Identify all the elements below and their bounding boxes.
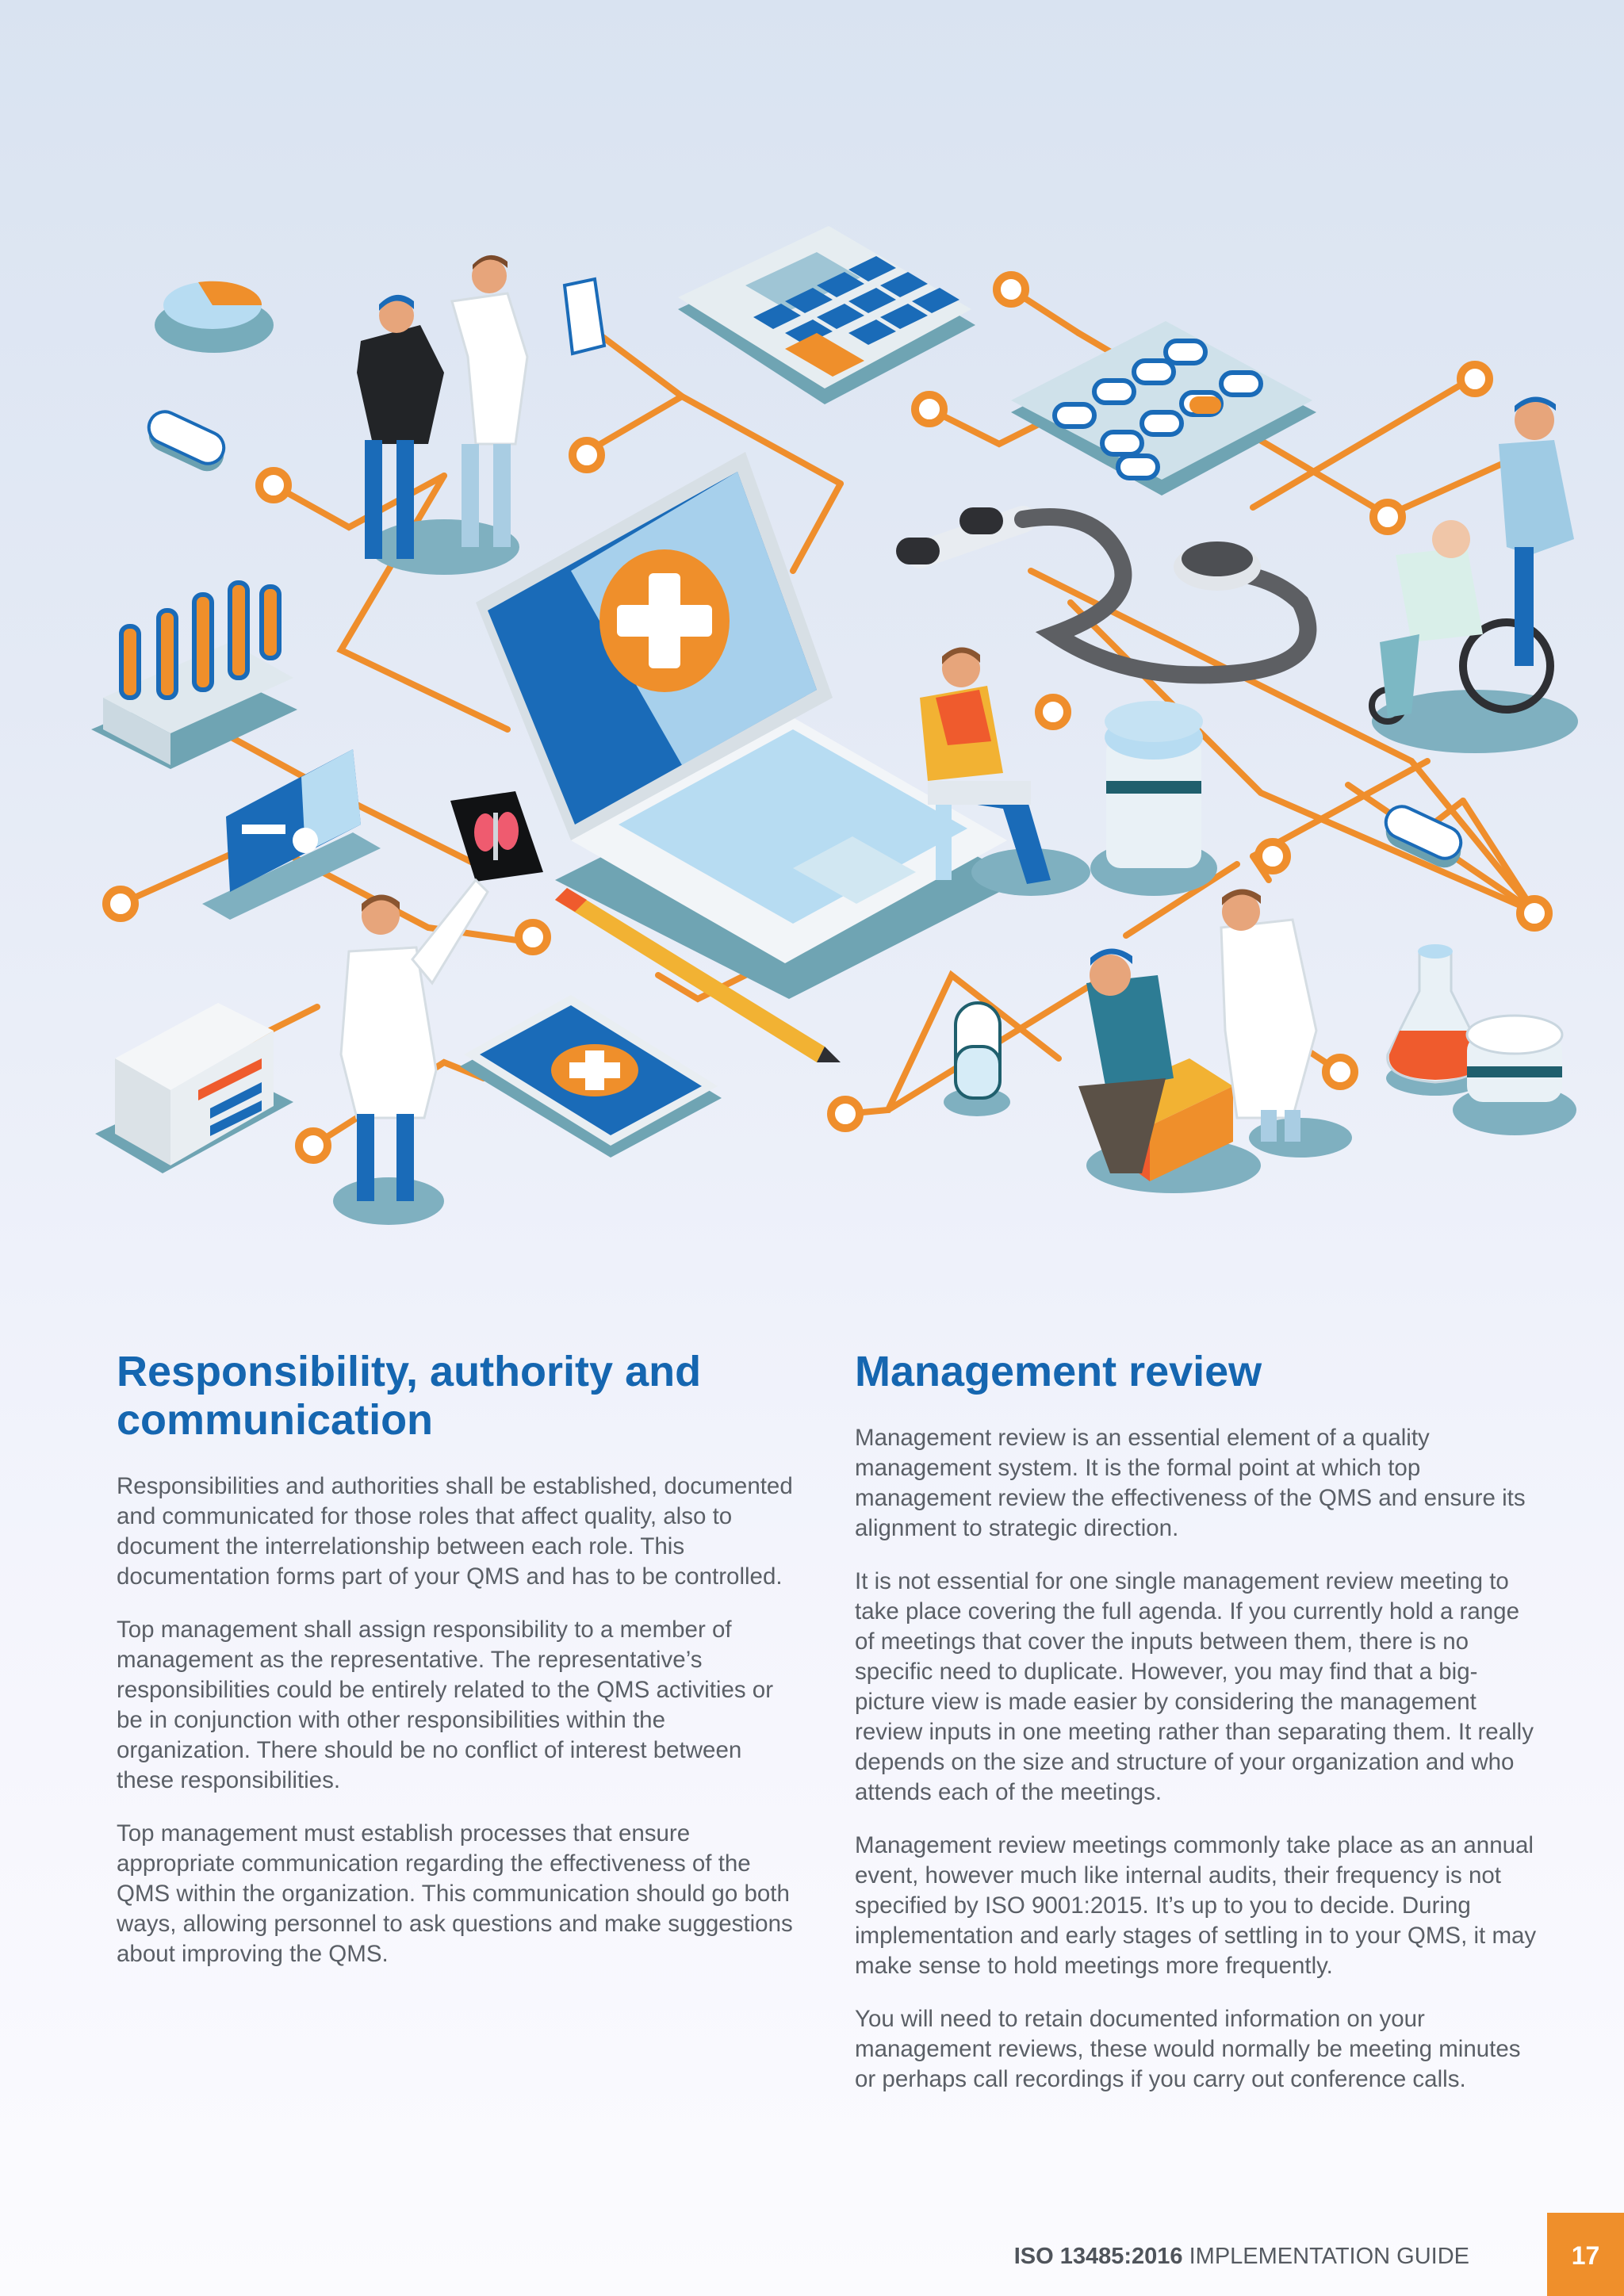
tablet-icon bbox=[460, 995, 722, 1158]
test-tubes-icon bbox=[91, 583, 297, 769]
x-ray-icon bbox=[450, 791, 543, 882]
paragraph: Top management must establish processes that ensure appropriate communication regarding the effectiveness of the QMS within the organization. This communication should go both ways, allowing personnel to ask questions and make suggestions about improving the QMS. bbox=[117, 1820, 793, 1967]
doctor-consulting-patient bbox=[357, 255, 604, 575]
right-column bbox=[855, 1348, 1545, 2118]
pill-blister-icon bbox=[1011, 321, 1316, 496]
footer-guide-title bbox=[1014, 2244, 1469, 2270]
pie-chart-icon bbox=[155, 281, 274, 353]
capsule-icon bbox=[144, 407, 229, 476]
paragraph: Management review meetings commonly take place as an annual event, however much like internal audits, their frequency is not specified by ISO 9001:2015. It’s up to you to decide. During implementation and early stages of settling in to your QMS, it may make sense to hold meetings more frequently. bbox=[855, 1832, 1537, 1979]
medicine-jar-icon bbox=[1453, 1016, 1576, 1135]
footer-standard: ISO 13485:2016 bbox=[1013, 2244, 1183, 2269]
footer-title: IMPLEMENTATION GUIDE bbox=[1182, 2244, 1469, 2269]
section-heading-management-review: Management review bbox=[855, 1348, 1262, 1395]
medical-cross-icon bbox=[599, 549, 730, 692]
paragraph: Responsibilities and authorities shall be established, documented and communicated for those roles that affect quality, also to document the interrelationship between each role. This documentation forms part of your QMS and has to be controlled. bbox=[117, 1473, 793, 1590]
paragraph: It is not essential for one single management review meeting to take place covering the full agenda. If you currently hold a range of meetings that cover the inputs between them, there is no specific need to duplicate. However, you may find that a big-picture view is made easier by considering the management review inputs in one meeting rather than separating them. It really depends on the size and structure of your organization and who attends each of the meetings. bbox=[855, 1568, 1534, 1805]
left-column bbox=[117, 1348, 800, 1992]
capsule-icon bbox=[944, 1003, 1010, 1116]
paragraph: Management review is an essential element of a quality management system. It is the formal point at which top management review the effectiveness of the QMS and ensure its alignment to strategic direction. bbox=[855, 1425, 1526, 1541]
id-card-icon bbox=[202, 749, 381, 920]
medicine-box-icon bbox=[95, 1003, 293, 1173]
doctor-holding-x-ray bbox=[333, 880, 488, 1225]
section-heading-responsibility: Responsibility, authority and communication bbox=[117, 1348, 702, 1444]
circuit-lines bbox=[121, 289, 1546, 1146]
medicine-jar-icon bbox=[1090, 701, 1217, 896]
calculator-icon bbox=[678, 226, 975, 404]
circuit-nodes bbox=[106, 275, 1549, 1160]
nurse-pushing-wheelchair bbox=[1372, 396, 1578, 753]
page-number-badge bbox=[1547, 2213, 1624, 2296]
paragraph: Top management shall assign responsibility to a member of management as the representative. The representative’s responsibilities could be entirely related to the QMS activities or be in conjunction with other responsibilities within the organization. There should be no conflict of interest between these responsibilities. bbox=[117, 1617, 774, 1793]
page-number: 17 bbox=[1571, 2241, 1600, 2270]
patient-with-sling bbox=[920, 647, 1090, 896]
doctor-examining-patient bbox=[1078, 889, 1352, 1193]
paragraph: You will need to retain documented information on your management reviews, these would normally be meeting minutes or perhaps call recordings if you carry out conference calls. bbox=[855, 2006, 1521, 2092]
